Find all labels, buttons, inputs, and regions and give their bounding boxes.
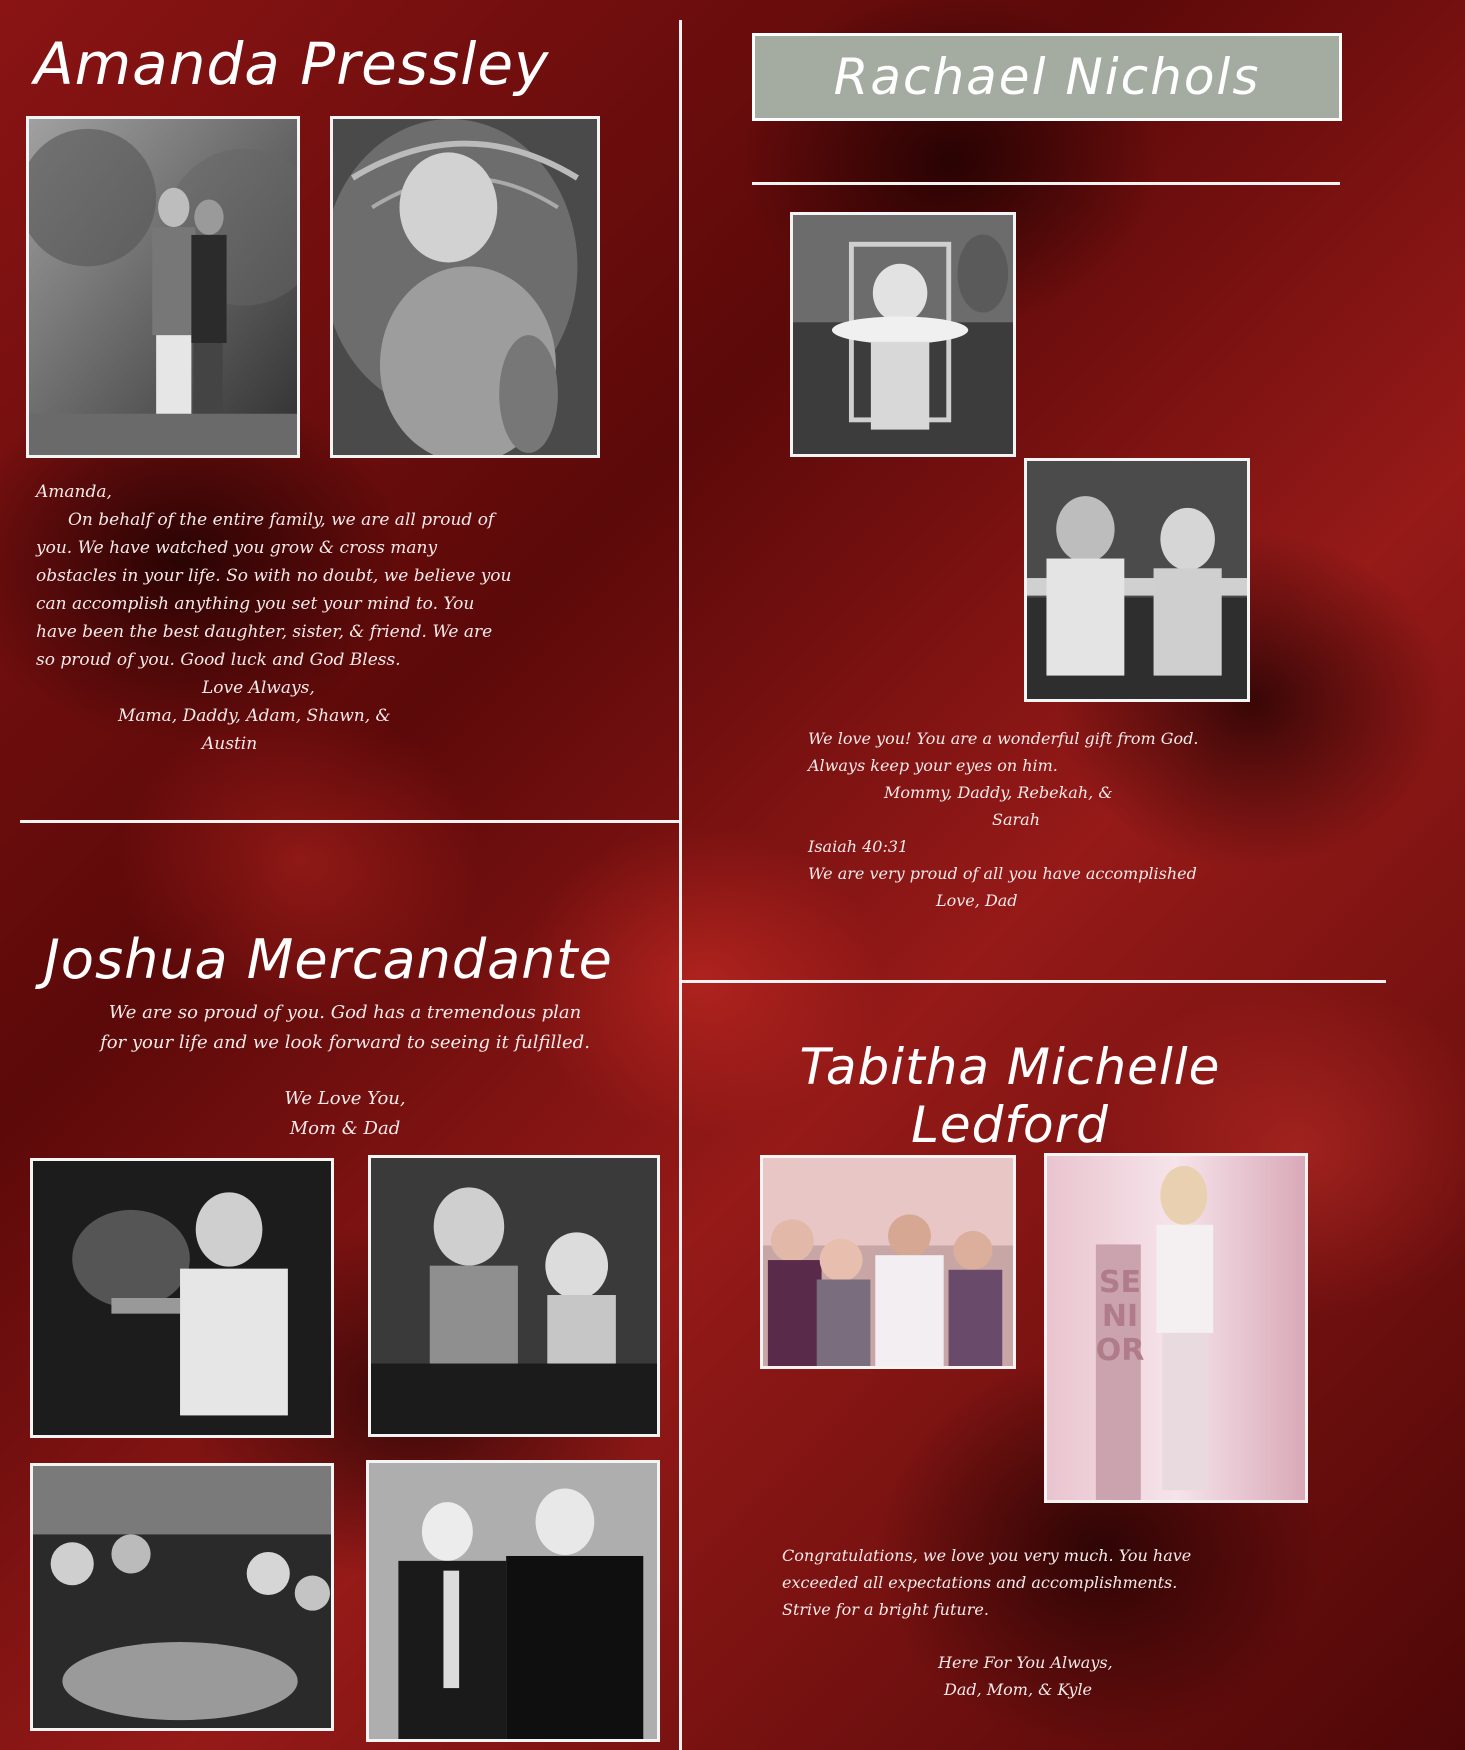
tabitha-name-title <box>760 1038 1260 1154</box>
rachael-signature: Love, Dad <box>936 891 1018 910</box>
joshua-spacer <box>30 1058 660 1084</box>
rachael-line: We love you! You are a wonderful gift from God. <box>808 729 1199 748</box>
rachael-signers: Sarah <box>992 810 1040 829</box>
rachael-verse: Isaiah 40:31 <box>808 837 909 856</box>
tabitha-photo-senior <box>1044 1153 1308 1503</box>
rachael-title-rule <box>752 182 1340 185</box>
amanda-message <box>36 478 606 758</box>
rachael-message <box>808 725 1328 914</box>
left-section-divider <box>20 820 682 823</box>
rachael-signers: Mommy, Daddy, Rebekah, & <box>884 783 1113 802</box>
joshua-photo-car <box>368 1155 660 1437</box>
joshua-closing: Mom & Dad <box>289 1118 401 1139</box>
rachael-name-title: Rachael Nichols <box>833 48 1261 106</box>
joshua-name-title: Joshua Mercandante <box>44 928 613 991</box>
amanda-name-title: Amanda Pressley <box>34 30 550 98</box>
amanda-body-line: obstacles in your life. So with no doubt, we believe you <box>36 566 512 586</box>
joshua-photo-dinner <box>30 1463 334 1731</box>
tabitha-name-line: Ledford <box>911 1096 1109 1154</box>
amanda-body-line: On behalf of the entire family, we are all proud of <box>68 510 495 530</box>
tabitha-closing: Here For You Always, <box>938 1653 1113 1672</box>
rachael-name-banner <box>752 33 1342 121</box>
tabitha-spacer <box>782 1623 1302 1649</box>
amanda-photo-baby <box>330 116 600 458</box>
joshua-photo-toy <box>30 1158 334 1438</box>
rachael-photo-highchair <box>790 212 1016 457</box>
amanda-signers: Austin <box>202 734 258 754</box>
tabitha-name-line: Tabitha Michelle <box>799 1038 1221 1096</box>
tabitha-line: Strive for a bright future. <box>782 1600 989 1619</box>
amanda-body-line: can accomplish anything you set your mind to. You <box>36 594 475 614</box>
amanda-body-line: so proud of you. Good luck and God Bless. <box>36 650 401 670</box>
tabitha-message <box>782 1542 1302 1703</box>
amanda-body-line: you. We have watched you grow & cross many <box>36 538 438 558</box>
joshua-message <box>30 998 660 1144</box>
joshua-photo-brothers <box>366 1460 660 1742</box>
tabitha-line: Congratulations, we love you very much. You have <box>782 1546 1192 1565</box>
amanda-greeting: Amanda, <box>36 482 112 502</box>
amanda-photo-couple <box>26 116 300 458</box>
tabitha-photo-family <box>760 1155 1016 1369</box>
rachael-photo-piano <box>1024 458 1250 702</box>
tabitha-closing: Dad, Mom, & Kyle <box>944 1680 1093 1699</box>
amanda-body-line: have been the best daughter, sister, & friend. We are <box>36 622 493 642</box>
amanda-closing: Love Always, <box>202 678 315 698</box>
joshua-line: for your life and we look forward to seeing it fulfilled. <box>100 1032 590 1053</box>
rachael-line: Always keep your eyes on him. <box>808 756 1058 775</box>
joshua-closing: We Love You, <box>284 1088 406 1109</box>
amanda-signers: Mama, Daddy, Adam, Shawn, & <box>118 706 391 726</box>
tabitha-line: exceeded all expectations and accomplishments. <box>782 1573 1178 1592</box>
center-divider <box>679 20 682 1750</box>
rachael-line: We are very proud of all you have accomplished <box>808 864 1197 883</box>
joshua-line: We are so proud of you. God has a tremendous plan <box>108 1002 582 1023</box>
right-section-divider <box>682 980 1386 983</box>
senior-column-text: SENIOR <box>1095 1265 1145 1368</box>
